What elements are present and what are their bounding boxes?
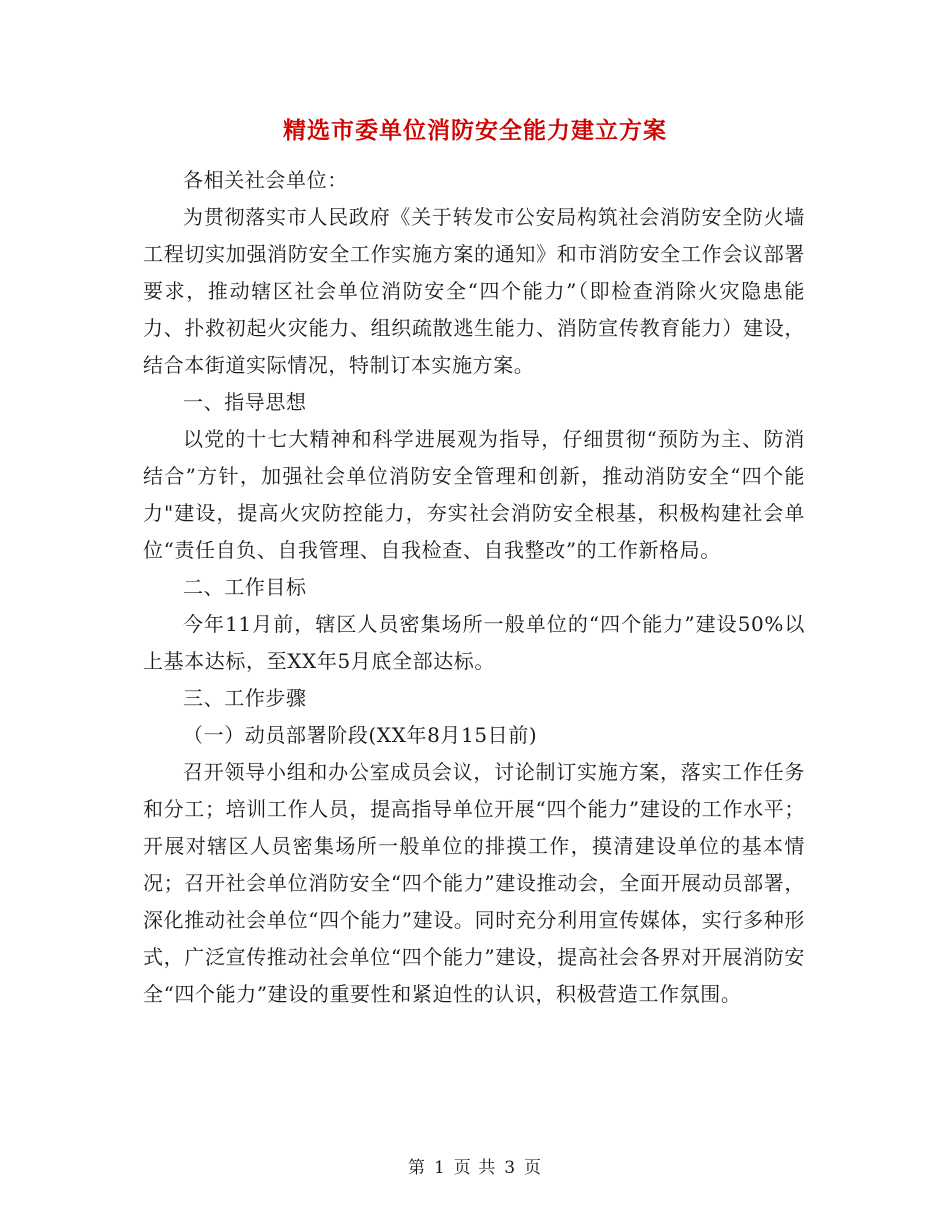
section-heading-3: 三、工作步骤: [183, 686, 307, 710]
page-total: 3: [504, 1158, 517, 1178]
subsection-heading-1: （一）动员部署阶段(XX年8月15日前): [183, 723, 538, 747]
page-number: 1: [433, 1158, 446, 1178]
document-body: [143, 162, 805, 1013]
page-label: 第: [407, 1158, 426, 1178]
intro-paragraph: 为贯彻落实市人民政府《关于转发市公安局构筑社会消防安全防火墙工程切实加强消防安全工作实施方案的通知》和市消防安全工作会议部署要求，推动辖区社会单位消防安全“四个能力”（即检查消除火灾隐患能力、扑救初起火灾能力、组织疏散逃生能力、消防宣传教育能力）建设，结合本街道实际情况，特制订本实施方案。: [143, 205, 805, 377]
page-mid-label: 页 共: [453, 1158, 497, 1178]
page-footer: [0, 1153, 950, 1178]
work-goal-paragraph: 今年11月前，辖区人员密集场所一般单位的“四个能力”建设50%以上基本达标，至XX年5月底全部达标。: [143, 612, 805, 673]
page-end-label: 页: [524, 1158, 543, 1178]
document-title: 精选市委单位消防安全能力建立方案: [283, 117, 667, 144]
guiding-thought-paragraph: 以党的十七大精神和科学进展观为指导，仔细贯彻“预防为主、防消结合”方针，加强社会单位消防安全管理和创新，推动消防安全“四个能力"建设，提高火灾防控能力，夯实社会消防安全根基，积极构建社会单位“责任自负、自我管理、自我检查、自我整改”的工作新格局。: [143, 427, 805, 562]
mobilization-paragraph: 召开领导小组和办公室成员会议，讨论制订实施方案，落实工作任务和分工；培训工作人员，提高指导单位开展“四个能力”建设的工作水平；开展对辖区人员密集场所一般单位的排摸工作，摸清建设单位的基本情况；召开社会单位消防安全“四个能力”建设推动会，全面开展动员部署，深化推动社会单位“四个能力”建设。同时充分利用宣传媒体，实行多种形式，广泛宣传推动社会单位“四个能力”建设，提高社会各界对开展消防安全“四个能力”建设的重要性和紧迫性的认识，积极营造工作氛围。: [143, 760, 805, 1006]
section-heading-1: 一、指导思想: [183, 390, 307, 414]
section-heading-2: 二、工作目标: [183, 575, 307, 599]
salutation: 各相关社会单位：: [183, 168, 348, 192]
